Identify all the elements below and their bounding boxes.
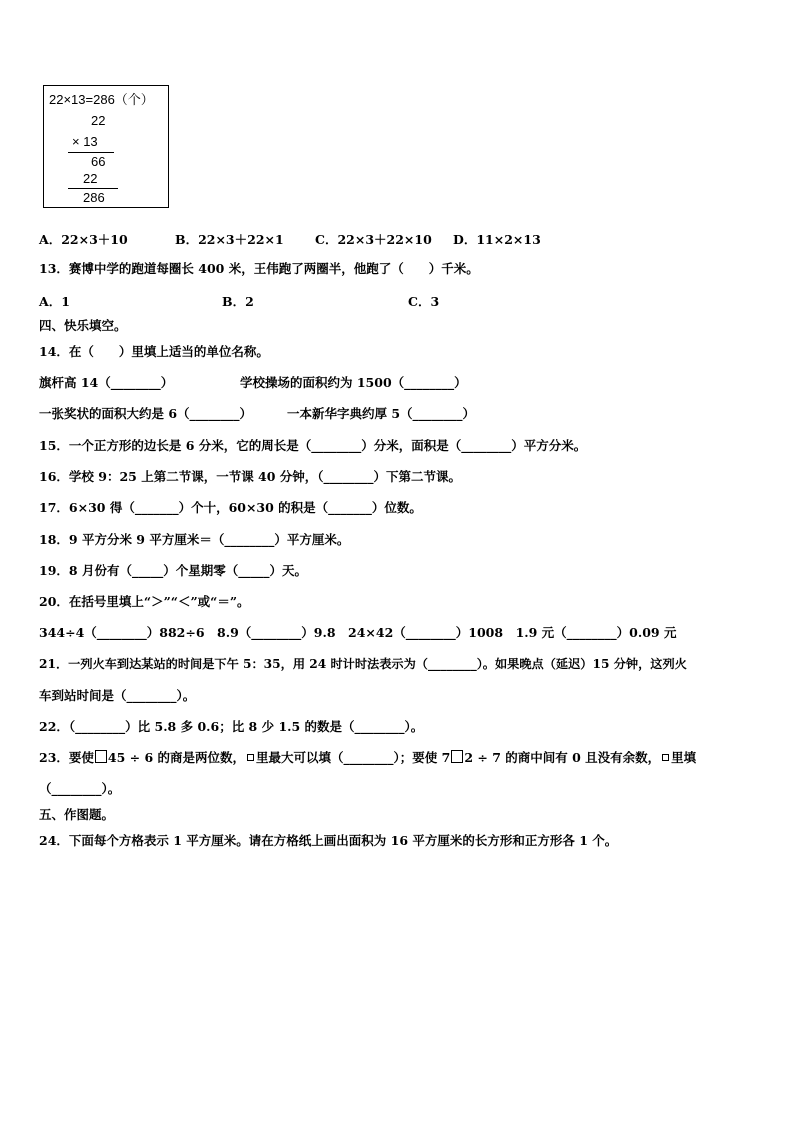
q21-line-1: 21．一列火车到达某站的时间是下午 5：35，用 24 时计时法表示为（________）。如果晚点（延迟）15 分钟，这列火: [39, 657, 687, 671]
q23-part-2: 45 ÷ 6 的商是两位数，: [107, 750, 246, 765]
q21-line-2: 车到站时间是（________）。: [39, 688, 196, 703]
q12-option-d: D．11×2×13: [453, 232, 541, 247]
q14-item-2: 学校操场的面积约为 1500（________）: [240, 375, 467, 390]
q20-comparison-row: 344÷4（________）882÷6 8.9（________）9.8 24×42（________）1008 1.9 元（________）0.09 元: [39, 625, 677, 640]
calc-rule-1: [68, 152, 114, 153]
q22-text: 22．（________）比 5.8 多 0.6；比 8 少 1.5 的数是（________）。: [39, 719, 424, 734]
q18-text: 18．9 平方分米 9 平方厘米＝（________）平方厘米。: [39, 532, 350, 547]
q14-text: 14．在（ ）里填上适当的单位名称。: [39, 344, 269, 359]
calc-partial-1: 66: [91, 154, 106, 169]
q23-part-3: 里最大可以填（________）；要使 7: [256, 750, 451, 765]
calc-product: 286: [83, 190, 105, 205]
q23-part-4: 2 ÷ 7 的商中间有 0 且没有余数，: [464, 750, 661, 765]
q20-text: 20．在括号里填上“＞”“＜”或“＝”。: [39, 594, 250, 609]
q17-text: 17．6×30 得（_______）个十，60×30 的积是（_______）位数。: [39, 500, 422, 515]
small-box-icon: [247, 754, 254, 761]
q12-option-a: A．22×3＋10: [39, 232, 128, 247]
q13-text: 13．赛博中学的跑道每圈长 400 米，王伟跑了两圈半，他跑了（ ）千米。: [39, 261, 479, 276]
q24-text: 24．下面每个方格表示 1 平方厘米。请在方格纸上画出面积为 16 平方厘米的长方形和正方形各 1 个。: [39, 833, 618, 848]
q23-line-1: [39, 750, 696, 766]
calc-equation: 22×13=286（个）: [49, 92, 154, 107]
calc-multiplicand: 22: [91, 113, 106, 128]
calc-multiplier: × 13: [72, 134, 98, 149]
vertical-multiplication-box: [43, 85, 169, 208]
q19-text: 19．8 月份有（_____）个星期零（_____）天。: [39, 563, 307, 578]
q14-item-4: 一本新华字典约厚 5（________）: [287, 406, 476, 421]
blank-box-icon: [451, 750, 463, 763]
q12-option-c: C．22×3＋22×10: [315, 232, 432, 247]
q23-part-5: 里填: [671, 750, 697, 765]
q13-option-b: B．2: [222, 294, 254, 309]
q15-text: 15．一个正方形的边长是 6 分米，它的周长是（________）分米，面积是（________）平方分米。: [39, 438, 587, 453]
q13-option-a: A．1: [39, 294, 70, 309]
blank-box-icon: [95, 750, 107, 763]
q12-option-b: B．22×3＋22×1: [175, 232, 284, 247]
section-5-heading: 五、作图题。: [39, 807, 115, 822]
q14-item-1: 旗杆高 14（________）: [39, 375, 174, 390]
section-4-heading: 四、快乐填空。: [39, 318, 127, 333]
q14-item-3: 一张奖状的面积大约是 6（________）: [39, 406, 253, 421]
calc-partial-2: 22: [83, 171, 98, 186]
q23-line-2: （________）。: [39, 781, 121, 796]
q23-part-1: 23．要使: [39, 750, 94, 765]
q13-option-c: C．3: [408, 294, 440, 309]
calc-rule-2: [68, 188, 118, 189]
q16-text: 16．学校 9：25 上第二节课，一节课 40 分钟，（________）下第二节课。: [39, 469, 462, 484]
small-box-icon: [662, 754, 669, 761]
